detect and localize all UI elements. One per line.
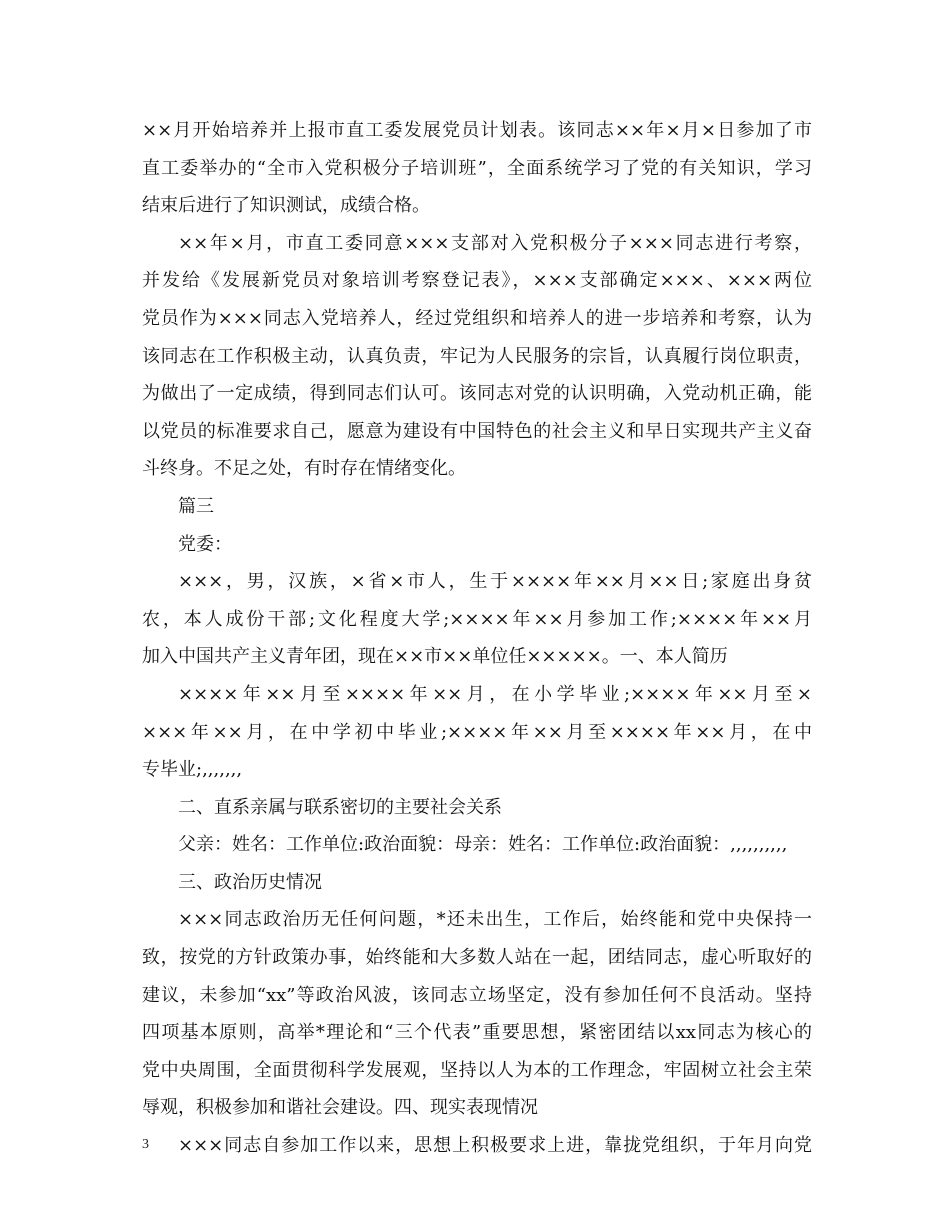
text-line: ××××年××月至××××年××月，在小学毕业;××××年××月至×: [178, 683, 812, 705]
text-line: 致，按党的方针政策办事，始终能和大多数人站在一起，团结同志，虚心听取好的: [142, 947, 812, 969]
page-number: 3: [142, 1137, 149, 1152]
text-line: ××月开始培养并上报市直工委发展党员计划表。该同志××年×月×日参加了市: [142, 120, 812, 141]
text-line: 斗终身。不足之处，有时存在情绪变化。: [142, 458, 466, 480]
document-body: [142, 112, 812, 1165]
text-line: 加入中国共产主义青年团，现在××市××单位任×××××。一、本人简历: [142, 646, 728, 668]
text-line: 辱观，积极参加和谐社会建设。四、现实表现情况: [142, 1097, 538, 1119]
text-line: 该同志在工作积极主动，认真负责，牢记为人民服务的宗旨，认真履行岗位职责，: [142, 345, 812, 367]
text-line: 父亲：姓名：工作单位:政治面貌：母亲：姓名：工作单位:政治面貌：,,,,,,,,,,: [178, 834, 788, 856]
text-line: 并发给《发展新党员对象培训考察登记表》，×××支部确定×××、×××两位: [142, 270, 812, 292]
text-line: 党员作为×××同志入党培养人，经过党组织和培养人的进一步培养和考察，认为: [142, 307, 812, 329]
section-heading: 篇三: [178, 495, 214, 517]
text-line: ×××，男，汉族，×省×市人，生于××××年××月××日;家庭出身贫: [178, 571, 812, 593]
text-line: 建议，未参加“xx”等政治风波，该同志立场坚定，没有参加任何不良活动。坚持: [142, 984, 812, 1006]
text-line: ×××同志自参加工作以来，思想上积极要求上进，靠拢党组织，于年月向党: [178, 1135, 812, 1157]
text-line: ×××同志政治历无任何问题，*还未出生，工作后，始终能和党中央保持一: [178, 909, 812, 931]
text-line: 直工委举办的“全市入党积极分子培训班”，全面系统学习了党的有关知识，学习: [142, 157, 812, 179]
subsection-heading: 三、政治历史情况: [178, 871, 322, 893]
text-line: ×××年××月，在中学初中毕业;××××年××月至××××年××月，在中: [142, 721, 812, 743]
text-line: 农，本人成份干部;文化程度大学;××××年××月参加工作;××××年××月: [142, 608, 812, 630]
text-line: 党中央周围，全面贯彻科学发展观，坚持以人为本的工作理念，牢固树立社会主荣: [142, 1059, 812, 1081]
text-line: 为做出了一定成绩，得到同志们认可。该同志对党的认识明确，入党动机正确，能: [142, 383, 812, 405]
text-line: 以党员的标准要求自己，愿意为建设有中国特色的社会主义和早日实现共产主义奋: [142, 420, 812, 442]
text-line: ××年×月，市直工委同意×××支部对入党积极分子×××同志进行考察，: [178, 232, 812, 254]
text-line: 专毕业;,,,,,,,: [142, 759, 243, 781]
subsection-heading: 二、直系亲属与联系密切的主要社会关系: [178, 796, 502, 818]
text-line: 四项基本原则，高举*理论和“三个代表”重要思想，紧密团结以xx同志为核心的: [142, 1022, 812, 1044]
salutation: 党委：: [178, 533, 232, 555]
text-line: 结束后进行了知识测试，成绩合格。: [142, 195, 430, 217]
